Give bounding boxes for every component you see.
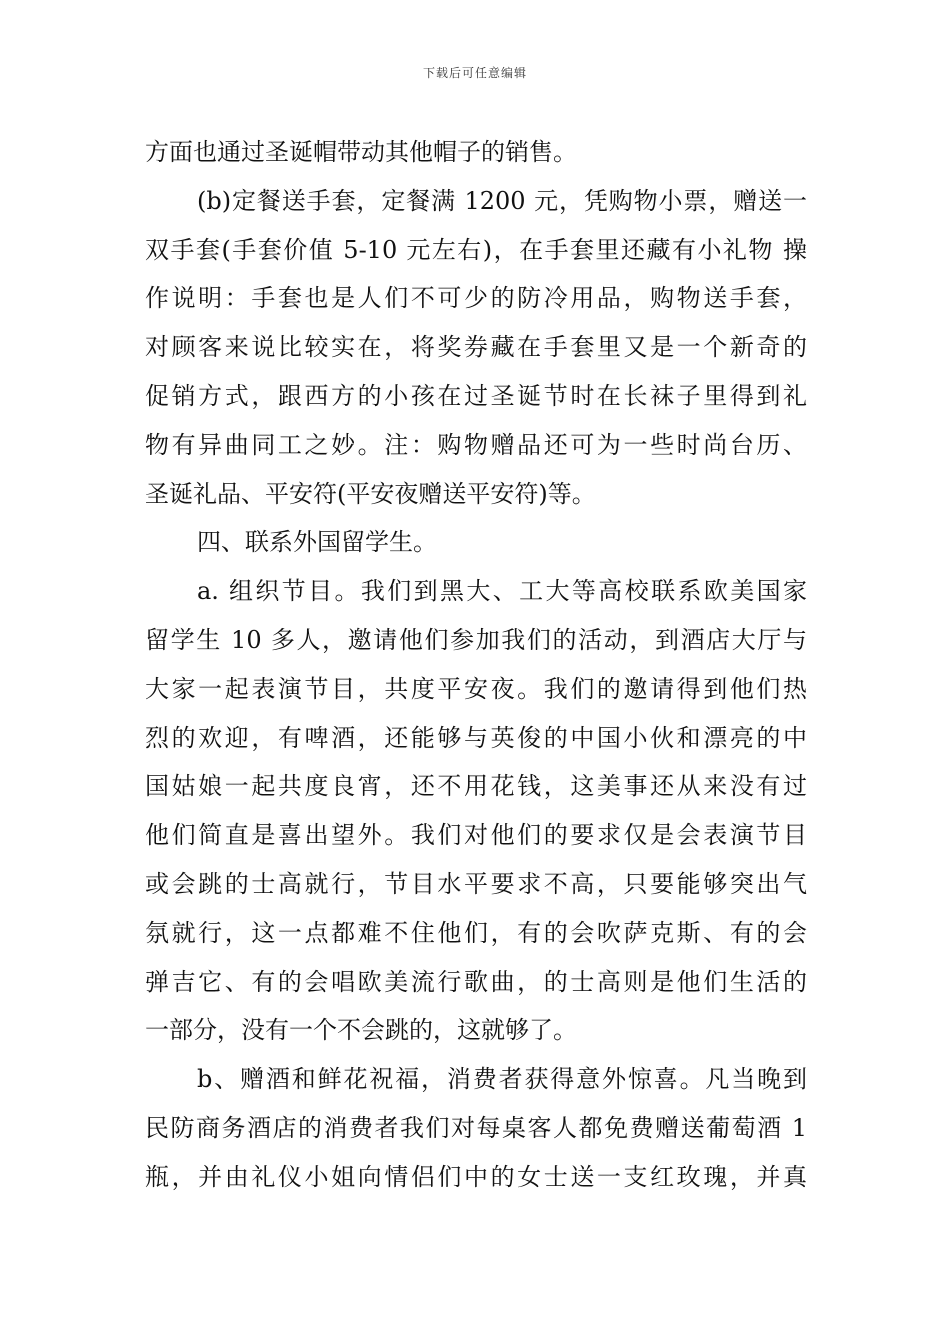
text-line: 作说明：手套也是人们不可少的防冷用品，购物送手套， xyxy=(145,284,807,313)
text-line: 弹吉它、有的会唱欧美流行歌曲，的士高则是他们生活的 xyxy=(145,967,807,996)
text-line: 民防商务酒店的消费者我们对每桌客人都免费赠送葡萄酒 1 xyxy=(145,1113,807,1142)
text-line: 留学生 10 多人，邀请他们参加我们的活动，到酒店大厅与 xyxy=(145,625,807,654)
text-line: b、赠酒和鲜花祝福，消费者获得意外惊喜。凡当晚到 xyxy=(197,1065,807,1094)
text-line: 促销方式，跟西方的小孩在过圣诞节时在长袜子里得到礼 xyxy=(145,381,807,410)
text-line: 烈的欢迎，有啤酒，还能够与英俊的中国小伙和漂亮的中 xyxy=(145,723,807,752)
body-text xyxy=(145,128,807,1202)
text-line: 对顾客来说比较实在，将奖券藏在手套里又是一个新奇的 xyxy=(145,333,807,362)
text-line: 国姑娘一起共度良宵，还不用花钱，这美事还从来没有过 xyxy=(145,772,807,801)
text-line: 一部分，没有一个不会跳的，这就够了。 xyxy=(145,1016,577,1045)
text-line: 或会跳的士高就行，节目水平要求不高，只要能够突出气 xyxy=(145,869,807,898)
text-line: (b)定餐送手套，定餐满 1200 元，凭购物小票，赠送一 xyxy=(197,186,807,215)
text-line: 双手套(手套价值 5-10 元左右)，在手套里还藏有小礼物 操 xyxy=(145,235,807,264)
text-line: 大家一起表演节目，共度平安夜。我们的邀请得到他们热 xyxy=(145,674,807,703)
text-line: 他们简直是喜出望外。我们对他们的要求仅是会表演节目 xyxy=(145,821,807,850)
section-heading: 四、联系外国留学生。 xyxy=(197,528,437,557)
text-line: 圣诞礼品、平安符(平安夜赠送平安符)等。 xyxy=(145,479,596,508)
text-line: a. 组织节目。我们到黑大、工大等高校联系欧美国家 xyxy=(197,577,807,606)
text-line: 物有异曲同工之妙。注：购物赠品还可为一些时尚台历、 xyxy=(145,430,807,459)
text-line: 方面也通过圣诞帽带动其他帽子的销售。 xyxy=(145,138,577,166)
text-line: 瓶，并由礼仪小姐向情侣们中的女士送一支红玫瑰，并真 xyxy=(145,1162,807,1191)
text-line: 氛就行，这一点都难不住他们，有的会吹萨克斯、有的会 xyxy=(145,918,807,947)
page-header-note: 下载后可任意编辑 xyxy=(422,66,527,80)
